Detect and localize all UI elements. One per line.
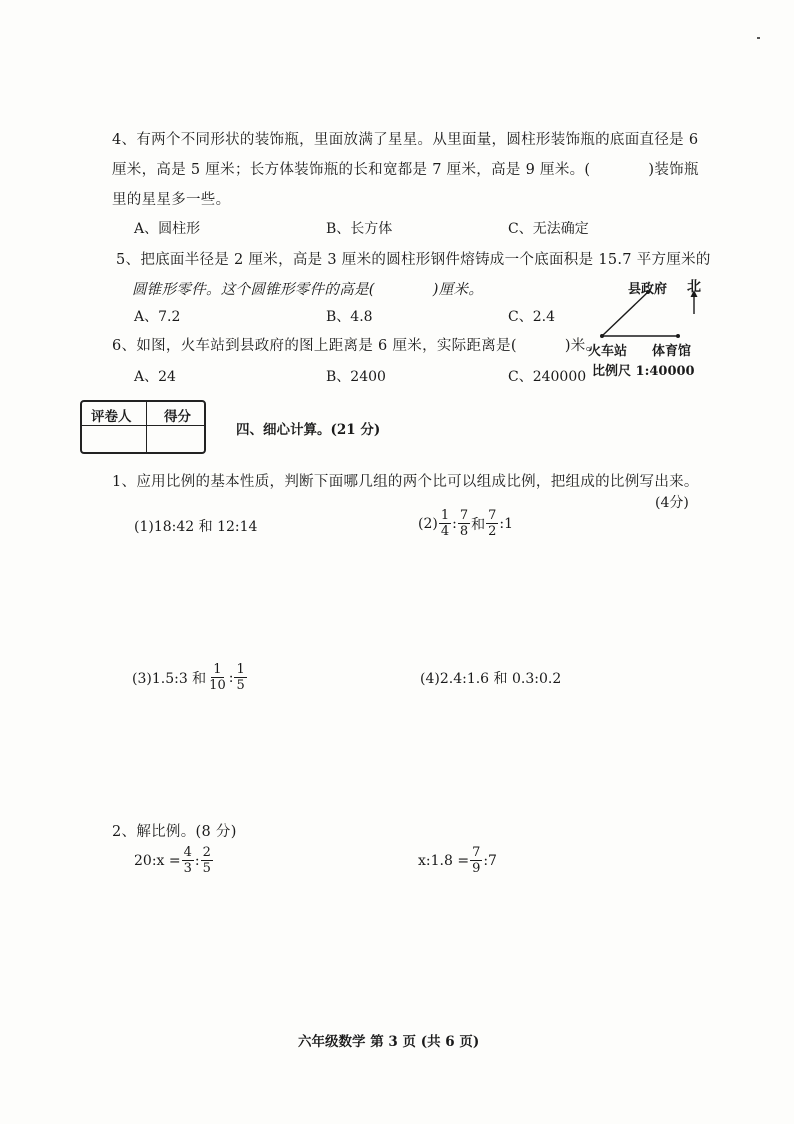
map-label-station: 火车站	[588, 344, 628, 359]
scan-mark	[757, 37, 760, 39]
p2-eq2-prefix: x:1.8 =	[418, 852, 470, 869]
station-to-county-line	[602, 292, 648, 336]
p1-item2-frac3: $\frac{7}{2}$	[488, 508, 497, 539]
p1-item3-sep: :	[228, 669, 234, 686]
page-footer: 六年级数学 第 3 页 (共 6 页)	[298, 1034, 480, 1050]
q5-line2	[132, 278, 483, 299]
q5-option-a[interactable]: A、7.2	[134, 309, 181, 325]
q5-line2-end: )厘米。	[432, 282, 484, 298]
p2-eq1-sep: :	[194, 852, 200, 869]
q6-line1-start: 6、如图，火车站到县政府的图上距离是 6 厘米，实际距离是(	[112, 338, 517, 354]
q4-option-c[interactable]: C、无法确定	[508, 221, 589, 237]
p1-item2-tail: :1	[499, 515, 514, 532]
p2-eq1-frac2: $\frac{2}{5}$	[202, 845, 211, 876]
stadium-point	[676, 334, 680, 338]
p1-item2	[418, 508, 513, 539]
map-label-north: 北	[687, 279, 701, 295]
p1-item3	[132, 662, 248, 693]
q6-option-b[interactable]: B、2400	[326, 369, 386, 385]
q4-line1: 4、有两个不同形状的装饰瓶，里面放满了星星。从里面量，圆柱形装饰瓶的底面直径是 6	[112, 132, 699, 148]
p2-eq1-frac1: $\frac{4}{3}$	[183, 845, 192, 876]
q6-option-c[interactable]: C、240000	[508, 369, 587, 385]
q5-line1: 5、把底面半径是 2 厘米，高是 3 厘米的圆柱形钢件熔铸成一个底面积是 15.7 平方厘米的	[116, 252, 711, 268]
q5-option-c[interactable]: C、2.4	[508, 309, 555, 325]
grader-header-name: 评卷人	[91, 409, 132, 425]
q4-line2-start: 厘米，高是 5 厘米；长方体装饰瓶的长和宽都是 7 厘米，高是 9 厘米。(	[112, 162, 591, 178]
q5-line2-start: 圆锥形零件。这个圆锥形零件的高是(	[132, 282, 375, 298]
q4-option-b[interactable]: B、长方体	[326, 221, 393, 237]
grader-table	[80, 400, 206, 454]
q4-line2-end: )装饰瓶	[648, 162, 699, 178]
q4-line2	[112, 158, 699, 179]
p1-item2-frac2: $\frac{7}{8}$	[459, 508, 469, 539]
q6-line1	[112, 334, 600, 355]
p1-points: (4分)	[655, 495, 689, 511]
p1-item4: (4)2.4:1.6 和 0.3:0.2	[420, 671, 562, 687]
p2-eq2	[418, 845, 497, 876]
p2-eq1-prefix: 20:x =	[134, 852, 181, 869]
p1-item3-frac2: $\frac{1}{5}$	[236, 662, 245, 693]
p1-item3-prefix: (3)1.5:3 和	[132, 670, 207, 687]
map-label-county-gov: 县政府	[628, 282, 668, 297]
section-4-title: 四、细心计算。(21 分)	[236, 422, 381, 438]
q6-line1-end: )米。	[564, 338, 601, 354]
q4-option-a[interactable]: A、圆柱形	[134, 221, 201, 237]
map-label-stadium: 体育馆	[652, 344, 692, 359]
station-point	[600, 334, 604, 338]
p1-item2-frac1: $\frac{1}{4}$	[440, 508, 450, 539]
p1-item3-frac1: $\frac{1}{10}$	[209, 662, 226, 693]
p2-title: 2、解比例。(8 分)	[112, 824, 237, 840]
p2-eq1	[134, 845, 214, 876]
p2-eq2-tail: :7	[483, 852, 497, 869]
p1-item2-and: 和	[471, 516, 486, 533]
grader-header-score: 得分	[164, 409, 191, 425]
p1-item2-prefix: (2)	[418, 515, 438, 532]
q5-option-b[interactable]: B、4.8	[326, 309, 373, 325]
map-scale: 比例尺 1:40000	[592, 364, 695, 379]
p1-instruction: 1、应用比例的基本性质，判断下面哪几组的两个比可以组成比例，把组成的比例写出来。	[112, 474, 699, 490]
p2-eq2-frac1: $\frac{7}{9}$	[472, 845, 481, 876]
p1-item1: (1)18:42 和 12:14	[134, 519, 258, 535]
q6-option-a[interactable]: A、24	[134, 369, 176, 385]
q4-line3: 里的星星多一些。	[112, 192, 231, 208]
p1-item2-sep: :	[452, 515, 457, 532]
